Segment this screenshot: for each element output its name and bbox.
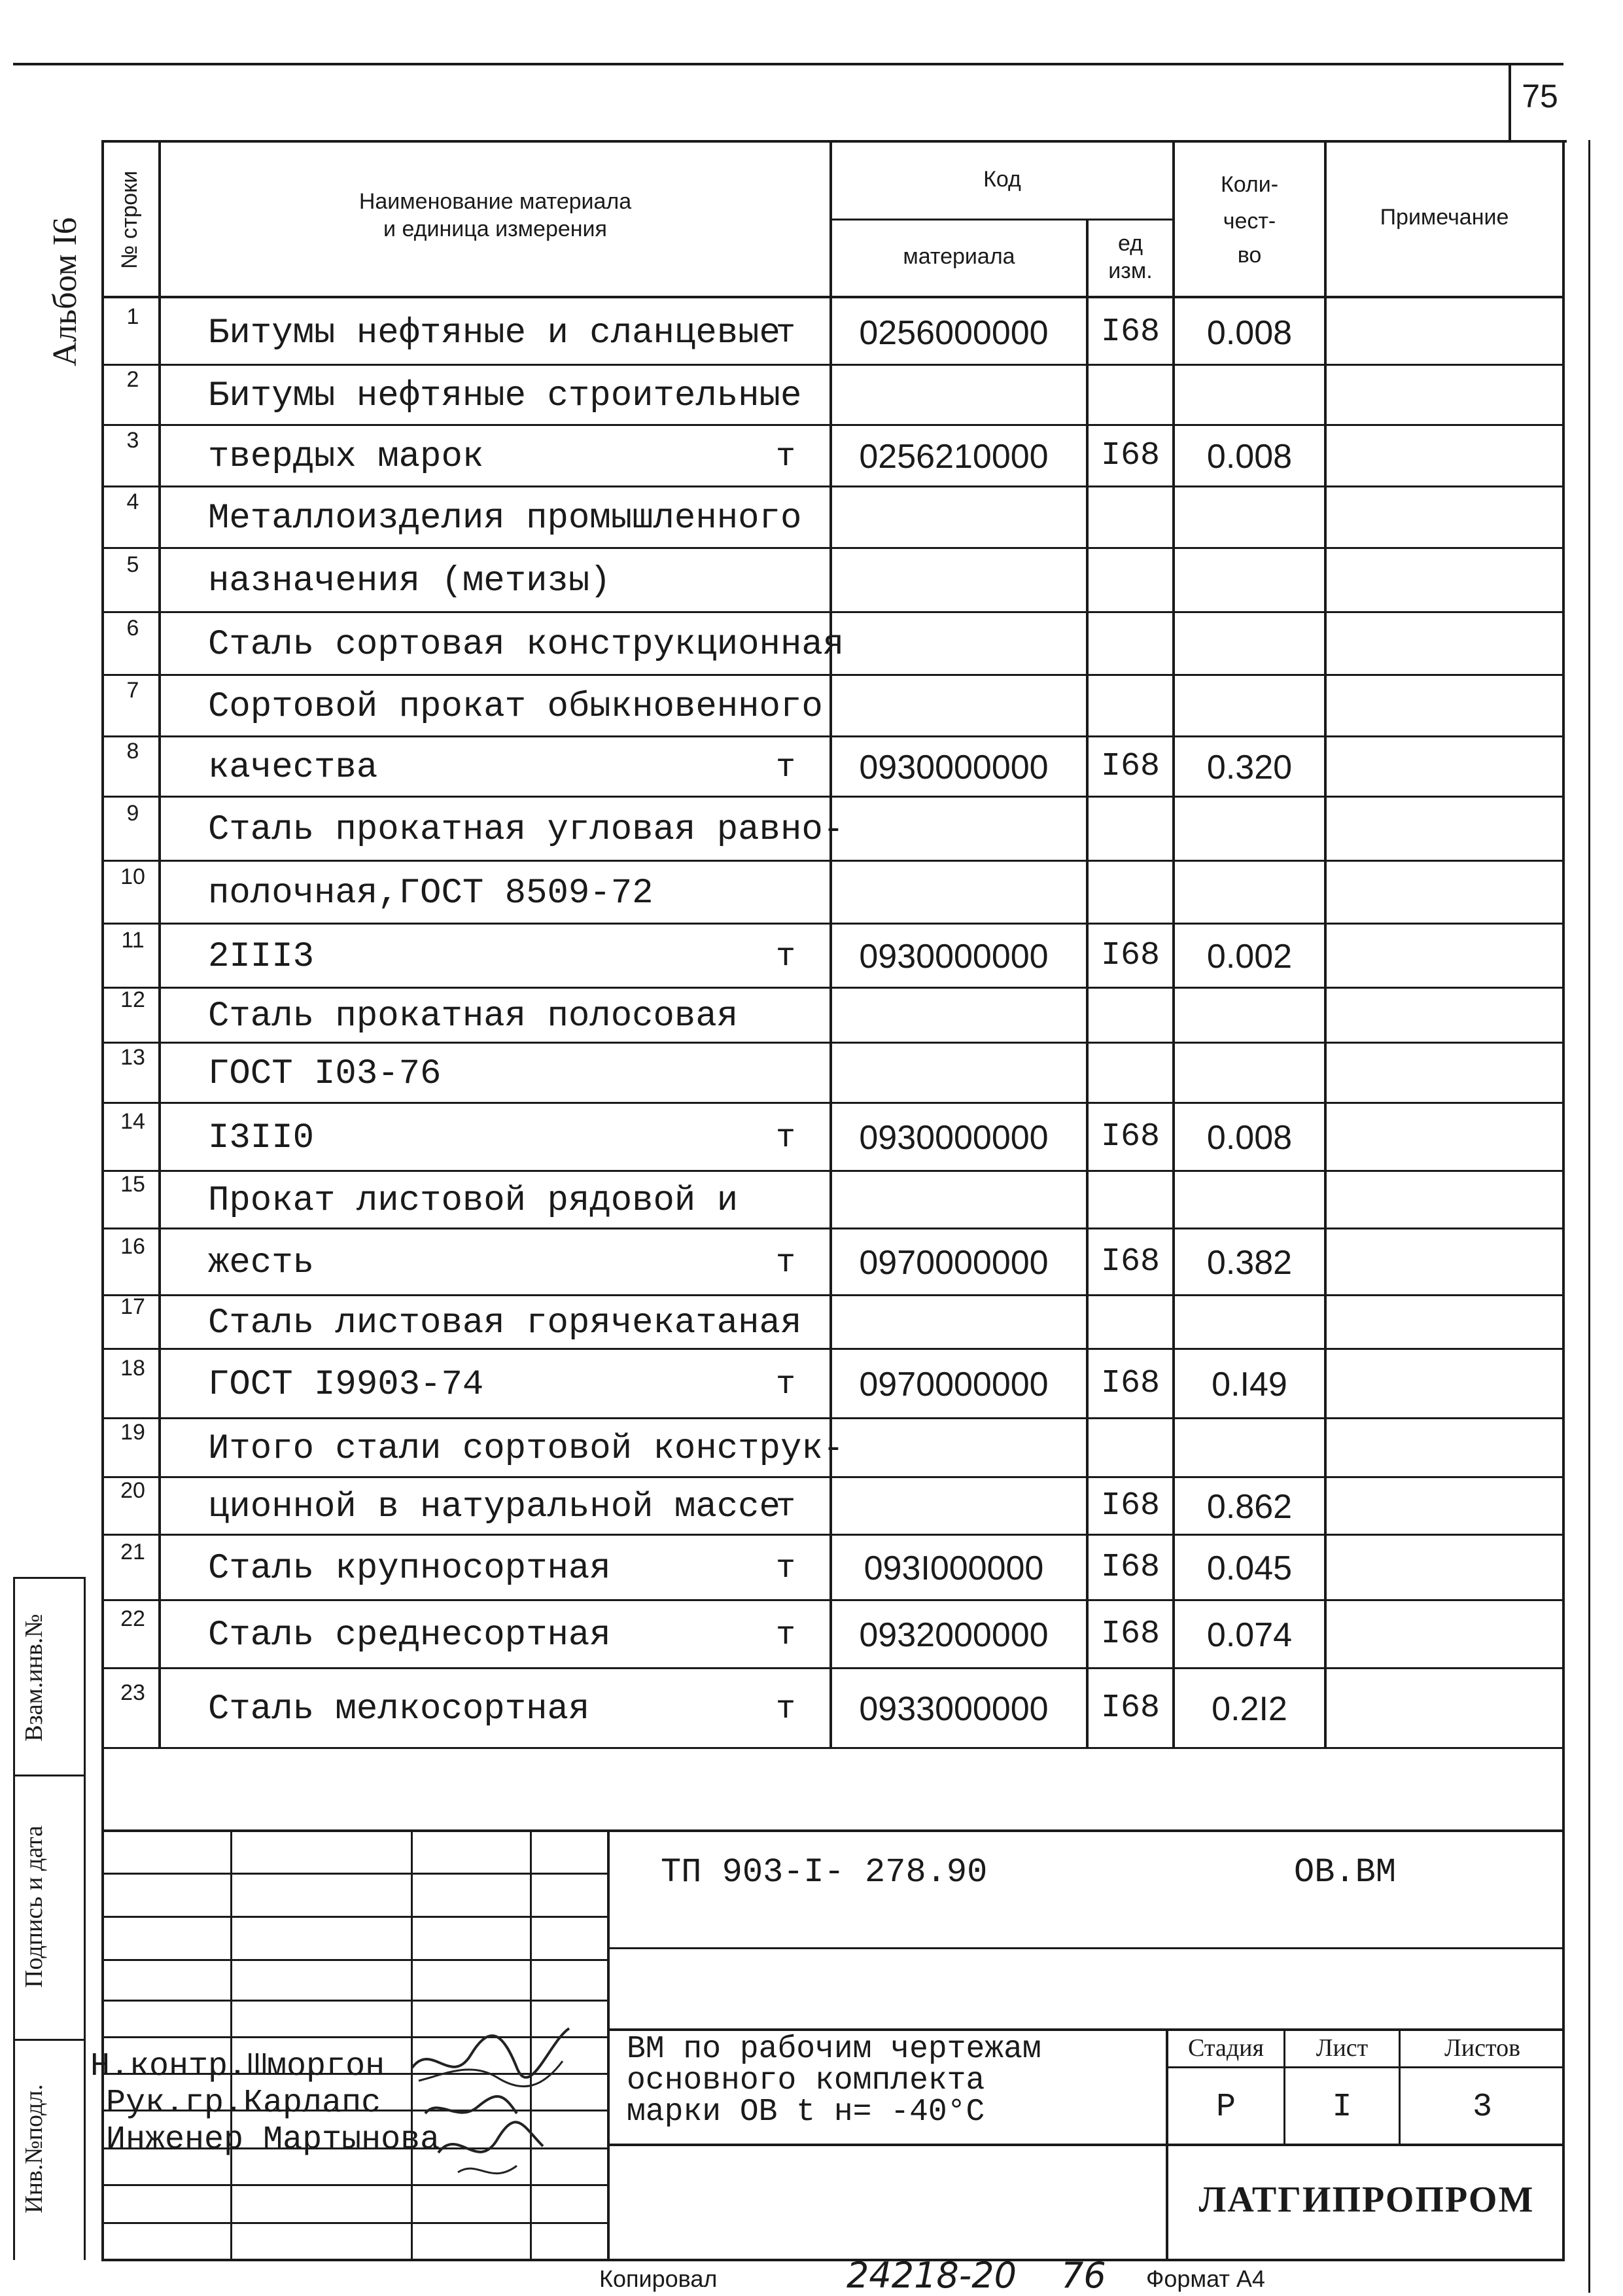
row-material-code: 093I000000 — [864, 1549, 1044, 1587]
row-separator — [101, 1227, 1565, 1229]
row-unit-letter: т — [776, 1245, 796, 1282]
top-border — [13, 63, 1563, 65]
row-separator — [101, 796, 1565, 798]
table-right — [1562, 140, 1565, 2260]
header-code-material: материала — [903, 244, 1015, 269]
row-separator — [101, 611, 1565, 613]
row-separator — [101, 1667, 1565, 1669]
header-bottom — [101, 296, 1565, 298]
row-material-code: 0970000000 — [859, 1366, 1049, 1404]
signer-3-role: Инженер — [106, 2121, 244, 2159]
sheets-label: Листов — [1444, 2034, 1521, 2062]
row-number: 10 — [120, 864, 145, 889]
signer-2 — [106, 2085, 381, 2122]
table-end-line — [101, 1747, 1565, 1749]
header-unit-1: ед — [1117, 231, 1143, 256]
row-quantity: 0.382 — [1206, 1244, 1293, 1282]
row-separator — [101, 1417, 1565, 1419]
row-unit-letter: т — [776, 438, 796, 476]
row-unit-letter: т — [776, 1617, 796, 1654]
row-material-name: Металлоизделия промышленного — [208, 499, 802, 539]
row-number: 6 — [126, 616, 139, 641]
tb-stage-v1 — [1166, 2028, 1168, 2259]
row-number: 21 — [120, 1540, 145, 1564]
row-quantity: 0.008 — [1206, 1119, 1293, 1157]
row-separator — [101, 987, 1565, 989]
tb-right-h-1 — [607, 1947, 1565, 1949]
row-quantity: 0.862 — [1206, 1488, 1293, 1526]
row-material-name: Битумы нефтяные строительные — [208, 376, 802, 416]
row-separator — [101, 1170, 1565, 1172]
footer-format: Формат А4 — [1146, 2265, 1265, 2292]
header-name-2: и единица измерения — [383, 217, 607, 241]
footer-copied: Копировал — [599, 2265, 718, 2292]
footer-page-ref: 76 — [1061, 2255, 1106, 2296]
row-material-name: Сталь сортовая конструкционная — [208, 625, 845, 665]
row-number: 15 — [120, 1172, 145, 1197]
row-quantity: 0.008 — [1206, 314, 1293, 352]
row-number: 14 — [120, 1109, 145, 1134]
row-material-code: 0930000000 — [859, 1119, 1049, 1157]
row-number: 16 — [120, 1234, 145, 1259]
row-unit-code: I68 — [1100, 1365, 1160, 1402]
row-material-code: 0932000000 — [859, 1616, 1049, 1654]
row-quantity: 0.074 — [1206, 1616, 1293, 1654]
row-material-name: ГОСТ I9903-74 — [208, 1365, 484, 1405]
row-material-code: 0256210000 — [859, 438, 1049, 476]
stage-label: Стадия — [1188, 2034, 1264, 2062]
row-number: 3 — [126, 428, 139, 453]
signer-2-role: Рук.гр. — [106, 2085, 244, 2122]
row-material-name: Сортовой прокат обыкновенного — [208, 687, 823, 727]
row-number: 23 — [120, 1680, 145, 1705]
tb-right-h-3 — [607, 2144, 1565, 2146]
table-left — [101, 140, 104, 2260]
row-material-name: 2III3 — [208, 937, 315, 977]
row-quantity: 0.045 — [1206, 1549, 1293, 1587]
row-number: 9 — [126, 801, 139, 826]
stamp-inv-replace: Взам.инв.№ — [20, 1614, 48, 1742]
signer-1-role: Н.контр. — [90, 2048, 248, 2085]
tb-bottom — [101, 2259, 1565, 2261]
row-material-name: Сталь прокатная угловая равно- — [208, 810, 845, 850]
row-unit-letter: т — [776, 1366, 796, 1404]
row-number: 20 — [120, 1478, 145, 1503]
signer-1 — [90, 2048, 385, 2085]
desc-line-3: марки ОВ t н= -40°C — [627, 2094, 985, 2130]
row-material-code: 0256000000 — [859, 314, 1049, 352]
header-name-1: Наименование материала — [358, 189, 632, 214]
row-number: 13 — [120, 1045, 145, 1070]
page-number: 75 — [1522, 78, 1558, 115]
row-material-name: назначения (метизы) — [208, 561, 611, 601]
row-unit-letter: т — [776, 315, 796, 352]
stamp-col-right — [84, 1577, 86, 2260]
row-unit-letter: т — [776, 1120, 796, 1157]
row-separator — [101, 735, 1565, 737]
row-material-name: ГОСТ I03-76 — [208, 1054, 442, 1094]
tb-left-h-3 — [101, 1959, 608, 1961]
row-material-name: ционной в натуральной массе — [208, 1487, 780, 1527]
sheets-value: 3 — [1472, 2089, 1492, 2126]
row-unit-code: I68 — [1100, 437, 1160, 474]
row-separator — [101, 1476, 1565, 1478]
row-number: 5 — [126, 552, 139, 577]
stamp-signature-date: Подпись и дата — [20, 1825, 48, 1988]
tb-left-h-1 — [101, 1873, 608, 1875]
row-material-code: 0930000000 — [859, 938, 1049, 976]
page-number-box-left — [1509, 63, 1511, 141]
header-qty-2: чест- — [1223, 209, 1276, 234]
code-header-line — [829, 219, 1175, 221]
row-separator — [101, 1534, 1565, 1536]
desc-line-1: ВМ по рабочим чертежам — [627, 2032, 1041, 2067]
row-quantity: 0.2I2 — [1212, 1690, 1287, 1728]
row-material-name: Битумы нефтяные и сланцевые — [208, 313, 780, 353]
row-separator — [101, 1294, 1565, 1296]
row-separator — [101, 860, 1565, 862]
row-unit-code: I68 — [1100, 748, 1160, 785]
header-row-no: № строки — [117, 170, 142, 270]
row-separator — [101, 547, 1565, 549]
row-separator — [101, 1348, 1565, 1350]
footer-order-no: 24218-20 — [846, 2255, 1017, 2296]
signer-2-name: Карлапс — [243, 2085, 381, 2122]
doc-code: ТП 903-I- 278.90 — [661, 1853, 988, 1892]
sheet-value: I — [1332, 2089, 1352, 2126]
row-unit-code: I68 — [1100, 313, 1160, 351]
row-quantity: 0.002 — [1206, 938, 1293, 976]
row-material-code: 0933000000 — [859, 1690, 1049, 1728]
outer-right-line — [1588, 140, 1590, 2293]
organization: ЛАТГИПРОПРОМ — [1198, 2180, 1535, 2220]
row-separator — [101, 1599, 1565, 1601]
row-material-name: I3II0 — [208, 1118, 315, 1158]
row-unit-code: I68 — [1100, 1118, 1160, 1156]
row-material-name: качества — [208, 748, 378, 788]
row-material-code: 0970000000 — [859, 1244, 1049, 1282]
header-unit-2: изм. — [1108, 258, 1153, 283]
row-material-name: Сталь среднесортная — [208, 1616, 611, 1655]
row-material-name: Итого стали сортовой конструк- — [208, 1429, 845, 1469]
row-material-name: полочная,ГОСТ 8509-72 — [208, 874, 654, 913]
row-unit-code: I68 — [1100, 1487, 1160, 1525]
row-number: 1 — [126, 304, 139, 329]
row-separator — [101, 364, 1565, 366]
signer-3 — [106, 2121, 440, 2159]
row-material-name: Сталь мелкосортная — [208, 1689, 590, 1729]
row-separator — [101, 923, 1565, 925]
row-number: 22 — [120, 1606, 145, 1631]
row-separator — [101, 424, 1565, 426]
table-top — [101, 140, 1567, 143]
header-note: Примечание — [1380, 205, 1509, 230]
row-number: 19 — [120, 1420, 145, 1445]
stamp-col-left — [13, 1577, 15, 2260]
row-separator — [101, 1102, 1565, 1104]
header-qty-1: Коли- — [1220, 172, 1279, 197]
row-quantity: 0.320 — [1206, 749, 1293, 786]
row-material-code: 0930000000 — [859, 749, 1049, 786]
sheet-label: Лист — [1316, 2034, 1369, 2062]
tb-left-h-2 — [101, 1916, 608, 1918]
header-code: Код — [983, 167, 1021, 192]
row-separator — [101, 1042, 1565, 1044]
row-number: 2 — [126, 367, 139, 392]
row-material-name: жесть — [208, 1243, 315, 1283]
signer-1-name: Шморгон — [247, 2048, 385, 2085]
stage-value: Р — [1215, 2089, 1236, 2126]
signatures — [393, 2015, 602, 2212]
col-div-code — [1086, 219, 1089, 1747]
row-quantity: 0.008 — [1206, 438, 1293, 476]
row-number: 18 — [120, 1356, 145, 1381]
row-unit-letter: т — [776, 1550, 796, 1587]
row-separator — [101, 674, 1565, 676]
row-unit-code: I68 — [1100, 1243, 1160, 1280]
tb-col-1 — [230, 1829, 232, 2260]
desc-line-2: основного комплекта — [627, 2063, 985, 2098]
row-number: 8 — [126, 739, 139, 764]
tb-stage-h — [1166, 2066, 1565, 2068]
row-unit-code: I68 — [1100, 937, 1160, 974]
header-qty-3: во — [1237, 243, 1262, 268]
row-number: 7 — [126, 678, 139, 703]
row-quantity: 0.I49 — [1212, 1366, 1287, 1404]
stamp-div-1 — [13, 1775, 84, 1776]
row-unit-letter: т — [776, 749, 796, 786]
row-unit-letter: т — [776, 938, 796, 976]
tb-col-4 — [607, 1829, 610, 2260]
tb-right-h-2 — [607, 2028, 1565, 2031]
row-unit-code: I68 — [1100, 1616, 1160, 1653]
row-number: 11 — [121, 928, 145, 953]
stamp-div-2 — [13, 2039, 84, 2041]
tb-left-h-10 — [101, 2222, 608, 2224]
album-label: Альбом I6 — [46, 217, 84, 366]
row-number: 17 — [120, 1294, 145, 1319]
row-number: 4 — [126, 489, 139, 514]
row-unit-letter: т — [776, 1691, 796, 1728]
title-block-top — [101, 1829, 1565, 1832]
row-unit-letter: т — [776, 1489, 796, 1526]
signer-3-name: Мартынова — [263, 2121, 440, 2159]
row-separator — [101, 486, 1565, 487]
row-unit-code: I68 — [1100, 1689, 1160, 1727]
row-material-name: Сталь крупносортная — [208, 1549, 611, 1589]
row-material-name: Сталь прокатная полосовая — [208, 997, 739, 1036]
row-number: 12 — [120, 987, 145, 1012]
doc-mark: ОВ.ВМ — [1294, 1853, 1397, 1892]
row-unit-code: I68 — [1100, 1549, 1160, 1586]
stamp-top — [13, 1577, 84, 1579]
tb-left-h-4 — [101, 2000, 608, 2002]
stamp-inv-original: Инв.№подл. — [20, 2084, 48, 2214]
row-material-name: твердых марок — [208, 437, 484, 477]
row-material-name: Прокат листовой рядовой и — [208, 1181, 739, 1221]
row-material-name: Сталь листовая горячекатаная — [208, 1303, 802, 1343]
